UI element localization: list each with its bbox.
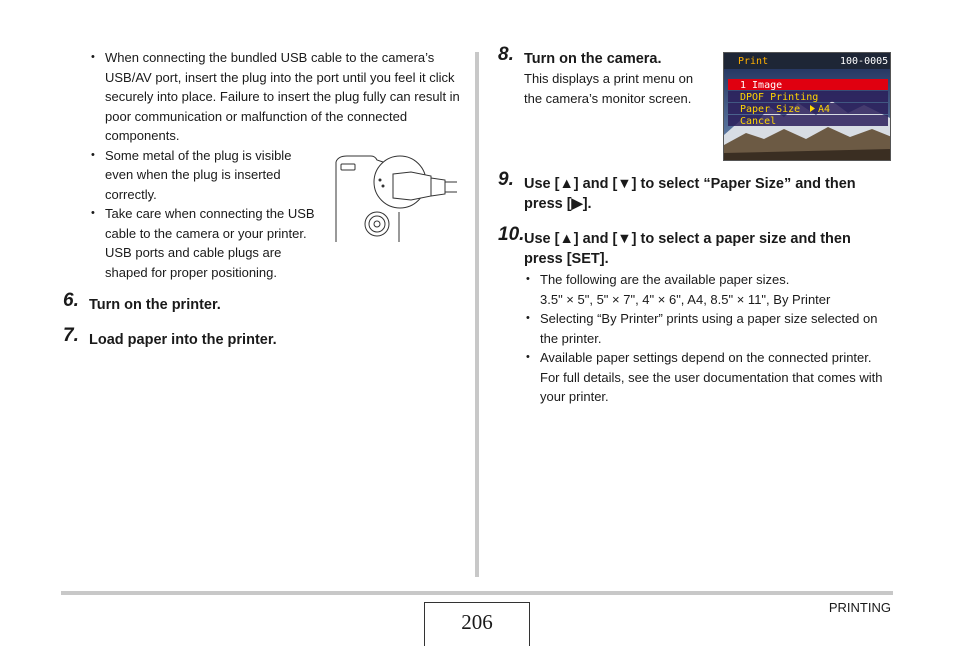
step-9: 9. Use [▲] and [▼] to select “Paper Size” and then press [▶]. [498, 169, 856, 212]
step-title: Load paper into the printer. [89, 332, 277, 348]
column-divider [475, 52, 479, 577]
step-title: Use [▲] and [▼] to select a paper size and then press [SET]. [524, 231, 851, 267]
paper-size-value: A4 [818, 104, 831, 115]
page-number: 206 [424, 602, 530, 646]
step-6: 6. Turn on the printer. [63, 290, 221, 313]
camera-print-menu-screen [723, 52, 891, 161]
list-item: • Take care when connecting the USB cable to the camera or your printer. USB ports and cable plugs are shaped for proper positioning. [89, 204, 319, 282]
step-title: Turn on the printer. [89, 297, 221, 313]
step-7: 7. Load paper into the printer. [63, 325, 277, 348]
list-item: • When connecting the bundled USB cable to the camera’s USB/AV port, insert the plug into the port until you feel it click securely into place. Failure to insert the plug fully can result in poor communication or malfunction of the connected components. [89, 48, 461, 146]
list-item: • Some metal of the plug is visible even when the plug is inserted correctly. [89, 146, 319, 205]
menu-item-1-image: 1 Image [740, 80, 783, 91]
step-10: 10. Use [▲] and [▼] to select a paper size and then press [SET]. [498, 224, 851, 267]
step-8: 8. Turn on the camera. This displays a print menu on the camera’s monitor screen. [524, 49, 709, 109]
step-description: This displays a print menu on the camera’s monitor screen. [524, 71, 694, 106]
section-name: PRINTING [828, 600, 891, 615]
footer-rule [61, 591, 893, 595]
step-title: Turn on the camera. [524, 51, 662, 67]
menu-item-cancel: Cancel [740, 116, 777, 127]
list-item: • Available paper settings depend on the connected printer. For full details, see the user documentation that comes with your printer. [524, 348, 894, 407]
paper-size-notes-list [524, 270, 894, 407]
menu-item-paper-size: Paper Size [740, 104, 801, 115]
camera-usb-illustration [333, 152, 463, 244]
screen-counter: 100-0005 [840, 56, 889, 67]
list-item: • The following are the available paper sizes. 3.5" × 5", 5" × 7", 4" × 6", A4, 8.5" × 11", By Printer [524, 270, 894, 309]
screen-title: Print [738, 56, 769, 67]
list-item: • Selecting “By Printer” prints using a paper size selected on the printer. [524, 309, 894, 348]
menu-item-dpof: DPOF Printing [740, 92, 819, 103]
step-title: Use [▲] and [▼] to select “Paper Size” and then press [▶]. [524, 176, 856, 212]
